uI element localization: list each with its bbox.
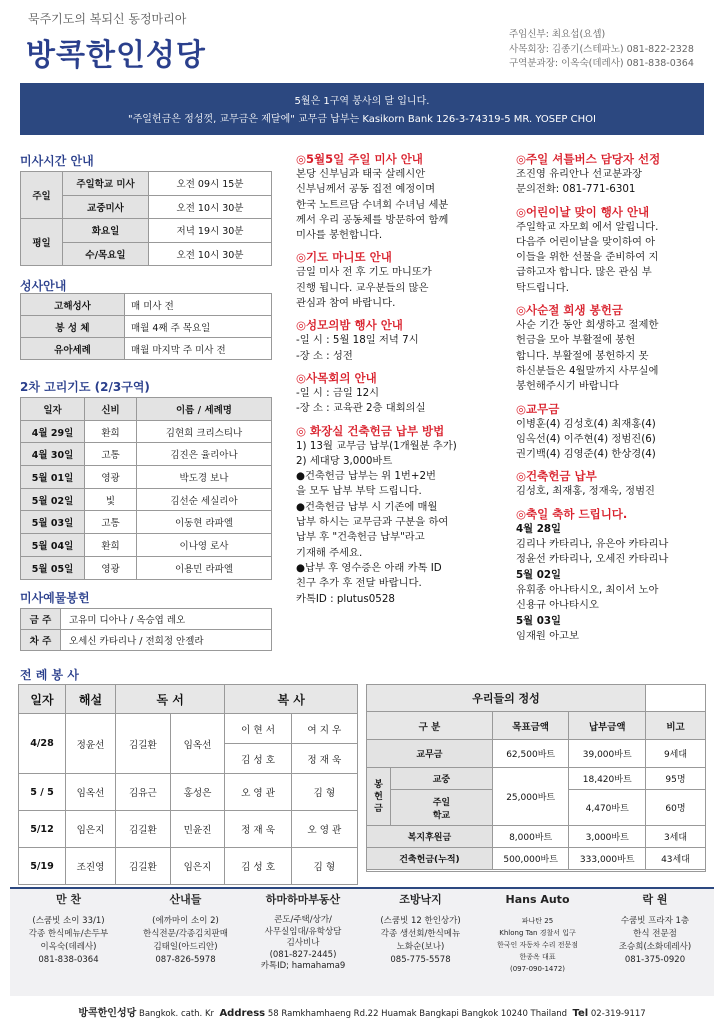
mass-cell: 저녁 19시 30분 — [149, 219, 272, 243]
liturgy-date: 5/19 — [19, 848, 66, 885]
notice-heading: ◎교무금 — [516, 401, 560, 416]
rosary-cell: 고통 — [85, 443, 137, 466]
goal-cell: 복지후원금 — [367, 826, 493, 848]
goal-cell: 95명 — [646, 768, 706, 790]
ad-block — [244, 889, 362, 998]
banner-line-2: "주일헌금은 정성껏, 교무금은 제달에" 교무금 납부는 Kasikorn Bank 126-3-74319-5 MR. YOSEP CHOI — [128, 114, 596, 125]
ad-name: 만 찬 — [55, 893, 82, 906]
goal-cell: 60명 — [646, 790, 706, 826]
notice-heading: ◎5월5일 주일 미사 안내 — [296, 152, 423, 166]
ad-block — [596, 889, 714, 998]
rosary-cell: 영광 — [85, 556, 137, 579]
table-row — [21, 443, 272, 466]
feast-names: 유휘종 아나타시오, 최이서 노아 신용규 아나타시오 — [516, 583, 659, 612]
mass-cell: 오전 10시 30분 — [149, 195, 272, 219]
table-row — [367, 768, 706, 790]
feast-names: 임재원 아고보 — [516, 629, 579, 642]
notice-text: 김성호, 최재홍, 정재욱, 정범진 — [516, 485, 655, 498]
liturgy-cell: 김 형 — [291, 774, 357, 811]
footer — [0, 1004, 724, 1019]
rosary-cell: 5월 04일 — [21, 534, 85, 557]
liturgy-cell: 임옥선 — [170, 714, 225, 774]
goal-table — [366, 684, 706, 870]
notice-text: -일 시 : 5월 18일 저녁 7시 -장 소 : 성전 — [296, 334, 419, 362]
liturgy-header: 복 사 — [225, 685, 358, 714]
goal-cell: 3,000바트 — [569, 826, 646, 848]
ad-name: Hans Auto — [505, 893, 570, 906]
table-row — [19, 774, 358, 811]
staff-president: 사목회장: 김종기(스테파노) 081-822-2328 — [509, 43, 694, 55]
goal-header: 납부금액 — [569, 712, 646, 740]
rosary-cell: 환희 — [85, 420, 137, 443]
liturgy-cell: 정 재 욱 — [225, 811, 291, 848]
sacr-cell: 봉 성 체 — [21, 316, 125, 338]
mass-cell: 주일학교 미사 — [63, 172, 149, 196]
table-row — [19, 811, 358, 848]
footer-tel-label: Tel — [572, 1008, 589, 1019]
goal-cell: 62,500바트 — [492, 740, 569, 768]
ad-block — [127, 889, 244, 998]
notice-heading: ◎성모의밤 행사 안내 — [296, 318, 403, 333]
table-row — [21, 511, 272, 534]
liturgy-header: 해설 — [66, 685, 116, 714]
goal-cell: 43세대 — [646, 848, 706, 870]
table-row — [367, 848, 706, 870]
liturgy-cell: 김 성 호 — [225, 744, 291, 774]
liturgy-date: 4/28 — [19, 714, 66, 774]
notice-heading: ◎기도 마니또 안내 — [296, 250, 392, 265]
footer-tel: 02-319-9117 — [590, 1009, 646, 1019]
notice-text: 본당 신부님과 태국 살레시안 신부님께서 공동 집전 예정이며 한국 노트르담 수녀회 수녀님 세분 께서 우리 공동체를 방문하여 함께 미사를 봉헌합니다. — [296, 168, 449, 242]
table-row — [19, 714, 358, 744]
donate-cell: 차 주 — [21, 630, 61, 651]
rosary-header: 이름 / 세례명 — [137, 398, 272, 421]
goal-cell: 3세대 — [646, 826, 706, 848]
rosary-cell: 5월 02일 — [21, 488, 85, 511]
goal-cell: 4,470바트 — [569, 790, 646, 826]
notice-text: -일 시 : 금일 12시 -장 소 : 교육관 2층 대회의실 — [296, 386, 426, 415]
feast-names: 김리나 카타리나, 유은아 카타리나 정윤선 카타리나, 오세진 카타리나 — [516, 538, 669, 566]
table-row — [367, 826, 706, 848]
notice-heading: ◎어린이날 맞이 행사 안내 — [516, 204, 650, 219]
liturgy-cell: 임은지 — [66, 811, 116, 848]
goal-cell: 8,000바트 — [492, 826, 569, 848]
table-row — [21, 488, 272, 511]
liturgy-cell: 김 성 호 — [225, 848, 291, 885]
ad-name: 하마하마부동산 — [265, 893, 341, 906]
ad-name: 락 원 — [642, 893, 668, 906]
notice-banner — [20, 83, 704, 135]
ad-text: 콘도/주택/상가/ 사무실임대/유학상담 김사비나 (081-827-2445) 카톡ID; hamahama9 — [260, 915, 346, 971]
liturgy-cell: 조진영 — [66, 848, 116, 885]
liturgy-cell: 오 영 관 — [225, 774, 291, 811]
mass-title: 미사시간 안내 — [20, 154, 94, 168]
liturgy-title: 전 례 봉 사 — [20, 668, 79, 682]
ad-text: (에까마이 소이 2) 한식전문/각종김치판매 김태일(아드리안) 087-826-5978 — [143, 916, 228, 965]
liturgy-cell: 정윤선 — [66, 714, 116, 774]
liturgy-header: 독 서 — [116, 685, 225, 714]
goal-header: 목표금액 — [492, 712, 569, 740]
rosary-cell: 5월 03일 — [21, 511, 85, 534]
goal-cell: 교중 — [391, 768, 493, 790]
liturgy-cell: 홍성은 — [170, 774, 225, 811]
ad-block — [362, 889, 479, 998]
donation-table — [20, 608, 272, 651]
ad-name: 조방낙지 — [399, 893, 442, 906]
table-row — [21, 534, 272, 557]
notice-heading: ◎주일 셔틀버스 담당자 선정 — [516, 152, 661, 166]
table-row — [21, 466, 272, 489]
ad-text: (스쿰빗 소이 33/1) 각종 한식메뉴/손두부 이옥숙(데레사) 081-838-0364 — [28, 916, 109, 965]
liturgy-cell: 여 지 우 — [291, 714, 357, 744]
mass-cell: 교중미사 — [63, 195, 149, 219]
sacr-cell: 매월 4째 주 목요일 — [125, 316, 272, 338]
rosary-cell: 이나영 로사 — [137, 534, 272, 557]
rosary-cell: 고통 — [85, 511, 137, 534]
rosary-cell: 박도경 보나 — [137, 466, 272, 489]
rosary-cell: 김선순 세실리아 — [137, 488, 272, 511]
footer-en: Bangkok. cath. Kr — [138, 1009, 215, 1019]
goal-title: 우리들의 정성 — [367, 685, 646, 712]
notice-heading: ◎사목회의 안내 — [296, 370, 377, 385]
goal-cell: 333,000바트 — [569, 848, 646, 870]
ad-text: 파나탄 25 Khlong Tan 경찰서 입구 한국인 자동차 수리 전문점 한종옥 대표 (097-090-1472) — [496, 917, 579, 973]
notice-text: 사순 기간 동안 희생하고 절제한 헌금을 모아 부활절에 봉헌 합니다. 부활절에 봉헌하지 못 하신분들은 4월말까지 사무실에 봉헌해주시기 바랍니다 — [516, 319, 659, 393]
rosary-cell: 이동현 라파엘 — [137, 511, 272, 534]
table-row — [19, 848, 358, 885]
rosary-title: 2차 고리기도 (2/3구역) — [20, 380, 150, 394]
staff-pastor: 주임신부: 최요섭(요셉) — [509, 29, 606, 40]
rosary-header: 일자 — [21, 398, 85, 421]
rosary-header: 신비 — [85, 398, 137, 421]
notice-text: 금일 미사 전 후 기도 마니또가 진행 됩니다. 교우분들의 많은 관심과 참여 바랍니다. — [296, 266, 432, 310]
mass-cell: 화요일 — [63, 219, 149, 243]
feast-date: 5월 02일 — [516, 568, 561, 581]
sacr-cell: 유아세례 — [21, 338, 125, 360]
liturgy-cell: 김유근 — [116, 774, 171, 811]
staff-info — [509, 28, 714, 72]
goal-cell: 주일 학교 — [391, 790, 493, 826]
mass-weekday: 평일 — [21, 219, 63, 266]
liturgy-cell: 이 현 서 — [225, 714, 291, 744]
page-title: 방콕한인성당 — [26, 38, 206, 73]
sacr-cell: 매 미사 전 — [125, 294, 272, 316]
rosary-cell: 영광 — [85, 466, 137, 489]
mass-table — [20, 171, 272, 266]
staff-district: 구역분과장: 이옥숙(데레사) 081-838-0364 — [509, 58, 694, 69]
notice-text: 주일학교 자모회 에서 알립니다. 다음주 어린이날을 맞이하여 아 이들을 위한 선물을 준비하여 지 급하고자 합니다. 많은 관심 부 탁드립니다. — [516, 220, 659, 294]
liturgy-cell: 임은지 — [170, 848, 225, 885]
liturgy-cell: 김길환 — [116, 811, 171, 848]
liturgy-cell: 정 재 욱 — [291, 744, 357, 774]
donate-cell: 고유미 디아나 / 옥승엽 레오 — [61, 609, 272, 630]
notice-heading: ◎ 화장실 건축헌금 납부 방법 — [296, 423, 445, 438]
rosary-cell: 김진은 율리아나 — [137, 443, 272, 466]
rosary-cell: 이용민 라파엘 — [137, 556, 272, 579]
notice-heading: ◎사순절 희생 봉헌금 — [516, 303, 623, 318]
donate-cell: 오세신 카타리나 / 전희정 안젤라 — [61, 630, 272, 651]
ad-block — [479, 889, 596, 998]
liturgy-cell: 김길환 — [116, 848, 171, 885]
rosary-cell: 김현희 크리스티나 — [137, 420, 272, 443]
goal-header: 비고 — [646, 712, 706, 740]
sacrament-table — [20, 293, 272, 360]
sacrament-title: 성사안내 — [20, 279, 67, 293]
rosary-cell: 환희 — [85, 534, 137, 557]
donation-title: 미사예물봉헌 — [20, 591, 90, 605]
goal-cell: 500,000바트 — [492, 848, 569, 870]
mass-sunday: 주일 — [21, 172, 63, 219]
feast-date: 5월 03일 — [516, 614, 561, 627]
rosary-cell: 4월 29일 — [21, 420, 85, 443]
mass-cell: 오전 10시 30분 — [149, 242, 272, 266]
ad-text: (스쿰빗 12 한인상가) 각종 생선회/한식메뉴 노화순(보나) 085-775-5578 — [380, 916, 461, 965]
notice-column-3 — [516, 151, 716, 644]
notice-heading: ◎축일 축하 드립니다. — [516, 506, 628, 521]
liturgy-header: 일자 — [19, 685, 66, 714]
notice-heading: ◎건축헌금 납부 — [516, 469, 597, 484]
ad-name: 산내들 — [169, 893, 202, 906]
goal-cell: 9세대 — [646, 740, 706, 768]
liturgy-cell: 김 형 — [291, 848, 357, 885]
goal-header: 구 분 — [367, 712, 493, 740]
donate-cell: 금 주 — [21, 609, 61, 630]
rosary-cell: 4월 30일 — [21, 443, 85, 466]
sponsor-ads — [10, 887, 714, 996]
rosary-table — [20, 397, 272, 580]
feast-date: 4월 28일 — [516, 522, 561, 535]
liturgy-cell: 임옥선 — [66, 774, 116, 811]
ad-block — [10, 889, 127, 998]
liturgy-table — [18, 684, 358, 885]
table-row — [21, 556, 272, 579]
goal-cell: 교무금 — [367, 740, 493, 768]
goal-cell: 건축헌금(누적) — [367, 848, 493, 870]
table-row — [367, 740, 706, 768]
goal-cell: 25,000바트 — [492, 768, 569, 826]
notice-text: 조진영 유리안나 선교분과장 문의전화: 081-771-6301 — [516, 168, 642, 196]
liturgy-date: 5 / 5 — [19, 774, 66, 811]
liturgy-cell: 김길환 — [116, 714, 171, 774]
footer-address: 58 Ramkhamhaeng Rd.22 Huamak Bangkapi Bangkok 10240 Thailand — [267, 1009, 568, 1019]
liturgy-cell: 민윤진 — [170, 811, 225, 848]
sacr-cell: 고해성사 — [21, 294, 125, 316]
footer-name: 방콕한인성당 — [78, 1008, 137, 1019]
goal-cell: 봉 헌 금 — [367, 768, 391, 826]
banner-line-1: 5월은 1구역 봉사의 달 입니다. — [294, 96, 430, 107]
table-row — [21, 420, 272, 443]
rosary-cell: 5월 05일 — [21, 556, 85, 579]
mass-cell: 수/목요일 — [63, 242, 149, 266]
goal-cell: 39,000바트 — [569, 740, 646, 768]
notice-column-2 — [296, 151, 506, 607]
mass-cell: 오전 09시 15분 — [149, 172, 272, 196]
rosary-cell: 빛 — [85, 488, 137, 511]
ad-text: 수쿰빗 프라자 1층 한식 전문점 조승희(소화데레사) 081-375-0920 — [618, 916, 692, 965]
notice-text: 이병훈(4) 김성호(4) 최재홍(4) 임옥선(4) 이주현(4) 정범진(6) 권기백(4) 김영준(4) 한상경(4) — [516, 417, 656, 461]
goal-cell: 18,420바트 — [569, 768, 646, 790]
footer-address-label: Address — [219, 1008, 266, 1019]
notice-text: 1) 13월 교무금 납부(1개월분 추가) 2) 세대당 3,000바트 ●건축헌금 납부는 위 1번+2번 을 모두 납부 부탁 드립니다. ●건축헌금 납부 시 기존에 매월 납부 하시는 교무금과 구분을 하여 납부 후 "건축헌금 납부"라고 기재해 주세요. ●납부 후 영수증은 아래 카톡 ID 친구 추가 후 전달 바랍니다. 카톡ID : plutus0528 — [296, 439, 457, 605]
liturgy-date: 5/12 — [19, 811, 66, 848]
sacr-cell: 매월 마지막 주 미사 전 — [125, 338, 272, 360]
rosary-cell: 5월 01일 — [21, 466, 85, 489]
parish-subtitle: 묵주기도의 복되신 동정마리아 — [28, 12, 187, 26]
liturgy-cell: 오 영 관 — [291, 811, 357, 848]
